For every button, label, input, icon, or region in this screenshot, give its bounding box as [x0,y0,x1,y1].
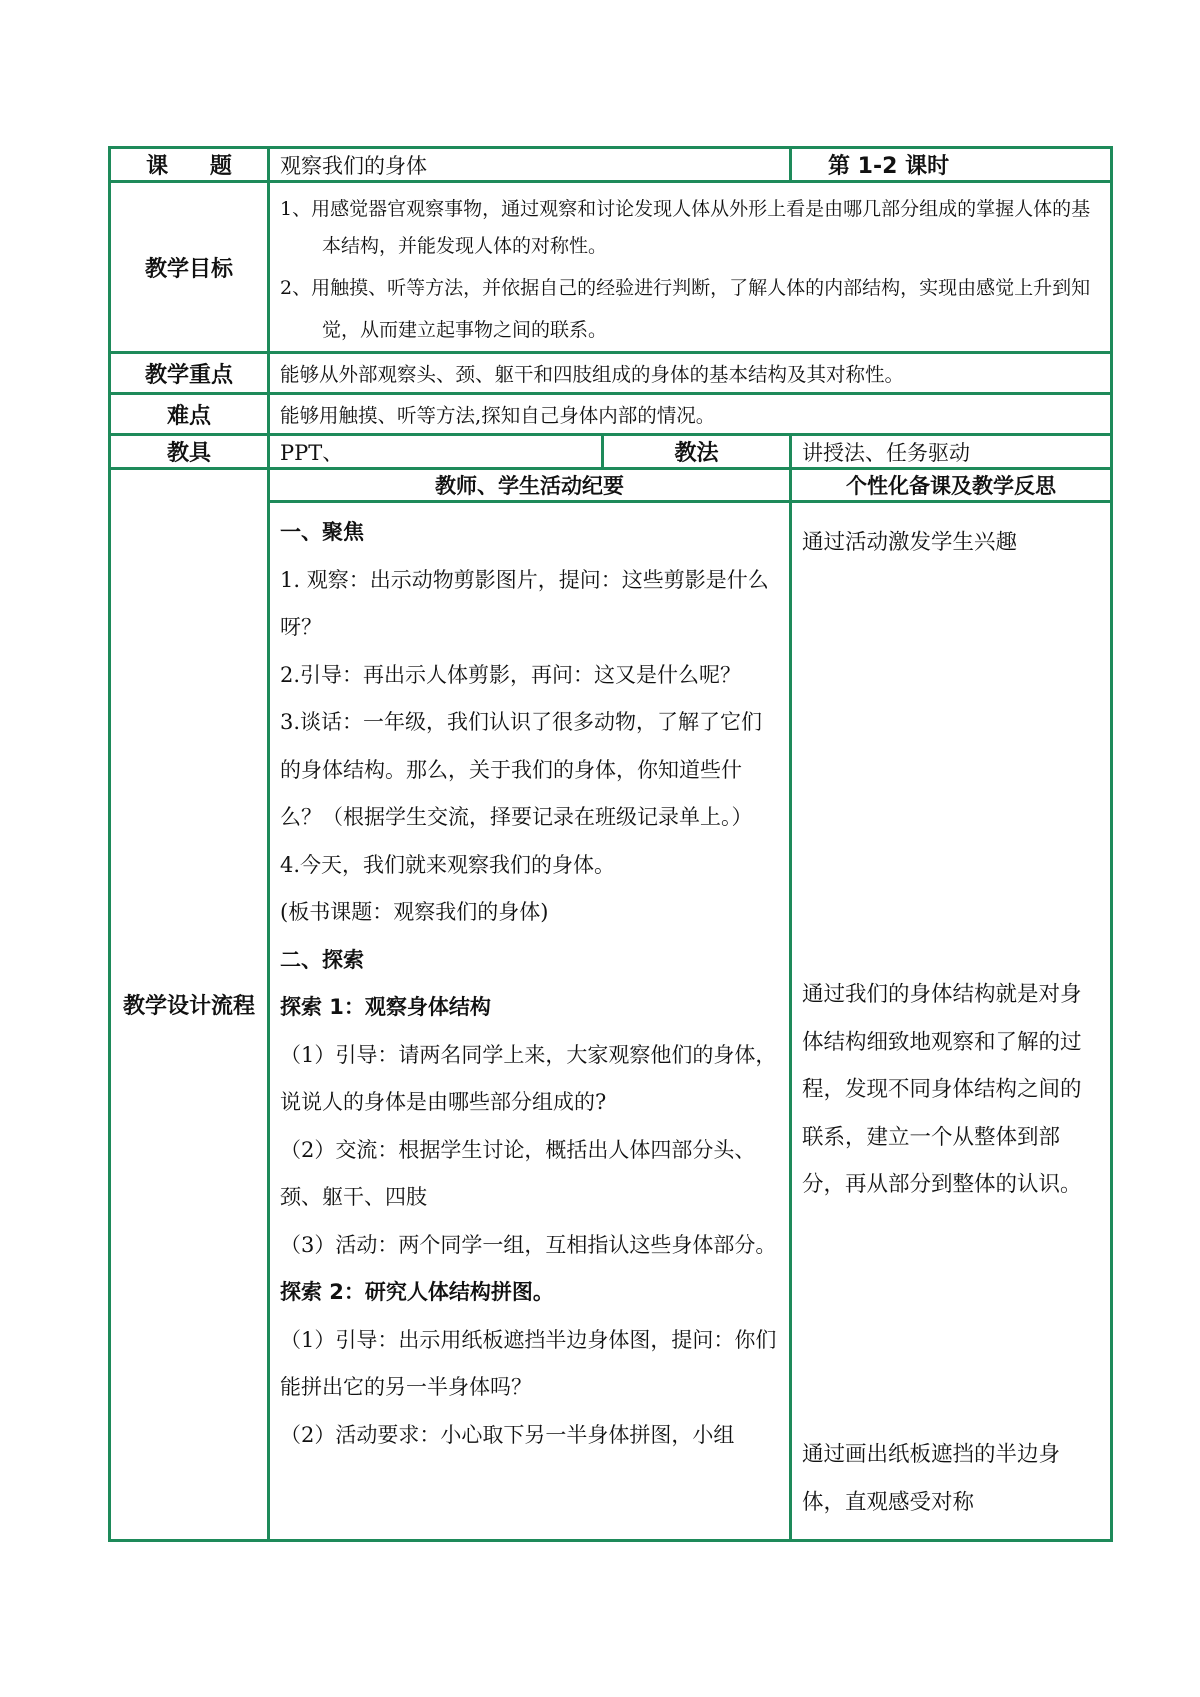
goal-item-1: 1、用感觉器官观察事物，通过观察和讨论发现人体从外形上看是由哪几部分组成的掌握人体的基本结构，并能发现人体的对称性。 [280,198,1091,257]
method-value-cell [791,435,1112,469]
period-label: 第 1-2 课时 [828,154,950,179]
topic-value: 观察我们的身体 [280,153,427,178]
key-point-value: 能够从外部观察头、颈、躯干和四肢组成的身体的基本结构及其对称性。 [280,363,905,386]
topic-label-cell [110,148,269,182]
reflection-header-cell [791,469,1112,502]
goals-value-cell [269,182,1112,353]
flow-section-heading: 探索 1：观察身体结构 [280,995,491,1019]
method-label: 教法 [674,441,719,466]
flow-paragraph: 1. 观察：出示动物剪影图片，提问：这些剪影是什么呀？ [280,567,769,639]
flow-paragraph: （1）引导：出示用纸板遮挡半边身体图，提问：你们能拼出它的另一半身体吗？ [280,1327,777,1399]
difficulty-row [110,394,1112,435]
activity-flow-list [280,509,779,1459]
flow-section-heading: 二、探索 [280,947,364,972]
topic-row [110,148,1112,182]
key-point-label: 教学重点 [144,362,233,388]
activity-header: 教师、学生活动纪要 [435,474,624,498]
method-label-cell [603,435,791,469]
activity-header-cell [269,469,791,502]
tools-value: PPT、 [280,440,344,465]
lesson-plan-table [108,146,1113,1542]
design-header-row [110,469,1112,502]
reflection-cell [791,502,1112,1541]
reflection-note-2: 通过我们的身体结构就是对身体结构细致地观察和了解的过程，发现不同身体结构之间的联系，建立一个从整体到部分，再从部分到整体的认识。 [802,982,1082,1197]
goals-row [110,182,1112,353]
flow-paragraph: 4.今天，我们就来观察我们的身体。 [280,852,616,877]
tools-row [110,435,1112,469]
topic-value-cell [269,148,791,182]
activity-flow-cell [269,502,791,1541]
key-point-row [110,353,1112,394]
flow-paragraph: （2）活动要求：小心取下另一半身体拼图，小组 [280,1422,735,1447]
design-label-cell [110,469,269,1541]
difficulty-value-cell [269,394,1112,435]
period-cell [791,148,1112,182]
difficulty-label: 难点 [166,403,211,429]
goals-label: 教学目标 [144,256,233,282]
reflection-note-1: 通过活动激发学生兴趣 [802,530,1018,555]
flow-paragraph: 2.引导：再出示人体剪影，再问：这又是什么呢？ [280,662,742,687]
key-point-label-cell [110,353,269,394]
difficulty-label-cell [110,394,269,435]
reflection-note-3: 通过画出纸板遮挡的半边身体，直观感受对称 [802,1442,1061,1515]
flow-paragraph: （1）引导：请两名同学上来，大家观察他们的身体，说说人的身体是由哪些部分组成的? [280,1042,777,1114]
difficulty-value: 能够用触摸、听等方法,探知自己身体内部的情况。 [280,404,716,427]
flow-paragraph: （3）活动：两个同学一组，互相指认这些身体部分。 [280,1232,777,1257]
flow-paragraph: 3.谈话：一年级，我们认识了很多动物，了解了它们的身体结构。那么，关于我们的身体，你知道些什么？（根据学生交流，择要记录在班级记录单上。） [280,710,763,829]
tools-value-cell [269,435,603,469]
method-value: 讲授法、任务驱动 [802,440,971,465]
topic-label: 课 题 [146,154,232,179]
flow-paragraph: （2）交流：根据学生讨论，概括出人体四部分头、颈、躯干、四肢 [280,1137,756,1209]
flow-section-heading: 一、聚焦 [280,520,364,544]
goal-item-2: 2、用触摸、听等方法，并依据自己的经验进行判断，了解人体的内部结构，实现由感觉上升到知觉，从而建立起事物之间的联系。 [280,277,1091,341]
key-point-value-cell [269,353,1112,394]
tools-label: 教具 [166,441,211,466]
reflection-header: 个性化备课及教学反思 [846,474,1057,498]
flow-section-heading: 探索 2：研究人体结构拼图。 [280,1280,554,1304]
flow-paragraph: (板书课题：观察我们的身体) [280,900,549,924]
lesson-plan-document [108,146,1110,1542]
tools-label-cell [110,435,269,469]
goals-label-cell [110,182,269,353]
design-label: 教学设计流程 [122,994,255,1019]
